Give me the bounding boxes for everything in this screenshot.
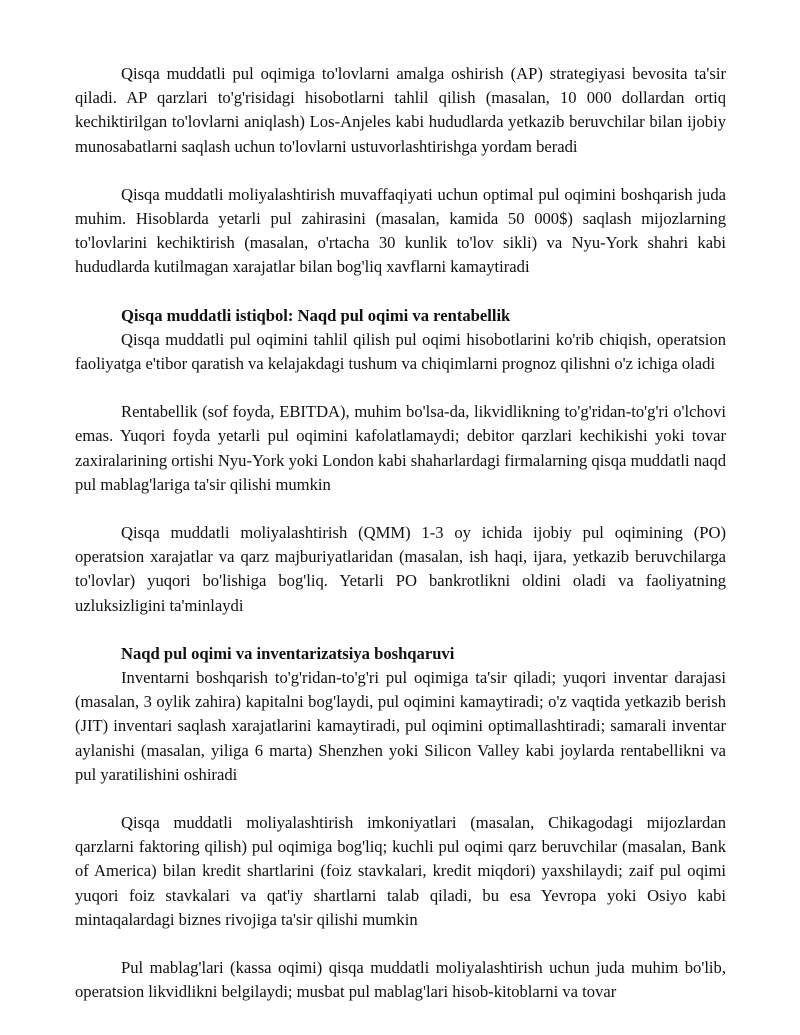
document-page	[75, 62, 726, 1005]
section-heading-inventory-management: Naqd pul oqimi va inventarizatsiya boshqaruvi	[121, 643, 455, 663]
paragraph-ap-strategy: Qisqa muddatli pul oqimiga to'lovlarni amalga oshirish (AP) strategiyasi bevosita ta'sir qiladi. AP qarzlari to'g'risidagi hisobotlarni tahlil qilish (masalan, 10 000 dollardan ortiq kechiktirilgan to'lovlarni aniqlash) Los-Anjeles kabi hududlarda yetkazib beruvchilar bilan ijobiy munosabatlarni saqlash uchun to'lovlarni ustuvorlashtirishga yordam beradi	[75, 64, 726, 156]
paragraph-short-term-financing: Qisqa muddatli moliyalashtirish (QMM) 1-3 oy ichida ijobiy pul oqimining (PO) operatsion xarajatlar va qarz majburiyatlaridan (masalan, ish haqi, ijara, yetkazib beruvchilarga to'lovlar) yuqori bo'lishiga bog'liq. Yetarli PO bankrotlikni oldini oladi va faoliyatning uzluksizligini ta'minlaydi	[75, 523, 726, 615]
paragraph-cash-flow-analysis: Qisqa muddatli pul oqimini tahlil qilish pul oqimi hisobotlarini ko'rib chiqish, operatsion faoliyatga e'tibor qaratish va kelajakdagi tushum va chiqimlarni prognoz qilishni o'z ichiga oladi	[75, 329, 726, 374]
section-heading-short-term-outlook: Qisqa muddatli istiqbol: Naqd pul oqimi va rentabellik	[121, 305, 511, 325]
paragraph-cash-funds: Pul mablag'lari (kassa oqimi) qisqa muddatli moliyalashtirish uchun juda muhim bo'lib, operatsion likvidlikni belgilaydi; musbat pul mablag'lari hisob-kitoblarni va tovar	[75, 958, 726, 1002]
paragraph-cash-flow-management: Qisqa muddatli moliyalashtirish muvaffaqiyati uchun optimal pul oqimini boshqarish juda muhim. Hisoblarda yetarli pul zahirasini (masalan, kamida 50 000$) saqlash mijozlarning to'lovlarini kechiktirish (masalan, o'rtacha 30 kunlik to'lov sikli) va Nyu-York shahri kabi hududlarda kutilmagan xarajatlar bilan bog'liq xavflarni kamaytiradi	[75, 184, 726, 277]
paragraph-inventory: Inventarni boshqarish to'g'ridan-to'g'ri pul oqimiga ta'sir qiladi; yuqori inventar darajasi (masalan, 3 oylik zahira) kapitalni bog'laydi, pul oqimini kamaytiradi; o'z vaqtida yetkazib berish (JIT) inventari saqlash xarajatlarini kamaytiradi, pul oqimini optimallashtiradi; samarali inventar aylanishi (masalan, yiliga 6 marta) Shenzhen yoki Silicon Valley kabi joylarda rentabellikni va pul yaratilishini oshiradi	[75, 668, 726, 784]
paragraph-financing-options: Qisqa muddatli moliyalashtirish imkoniyatlari (masalan, Chikagodagi mijozlardan qarzlarni faktoring qilish) pul oqimiga bog'liq; kuchli pul oqimi qarz beruvchilar (masalan, Bank of America) bilan kredit shartlarini (foiz stavkalari, kredit miqdori) yaxshilaydi; zaif pul oqimi yuqori foiz stavkalari va qat'iy shartlarni talab qiladi, bu esa Yevropa yoki Osiyo kabi mintaqalardagi biznes rivojiga ta'sir qilishi mumkin	[75, 813, 726, 929]
paragraph-profitability: Rentabellik (sof foyda, EBITDA), muhim bo'lsa-da, likvidlikning to'g'ridan-to'g'ri o'lchovi emas. Yuqori foyda yetarli pul oqimini kafolatlamaydi; debitor qarzlari kechikishi yoki tovar zaxiralarining ortishi Nyu-York yoki London kabi shaharlardagi firmalarning qisqa muddatli naqd pul mablag'lariga ta'sir qilishi mumkin	[75, 402, 726, 494]
